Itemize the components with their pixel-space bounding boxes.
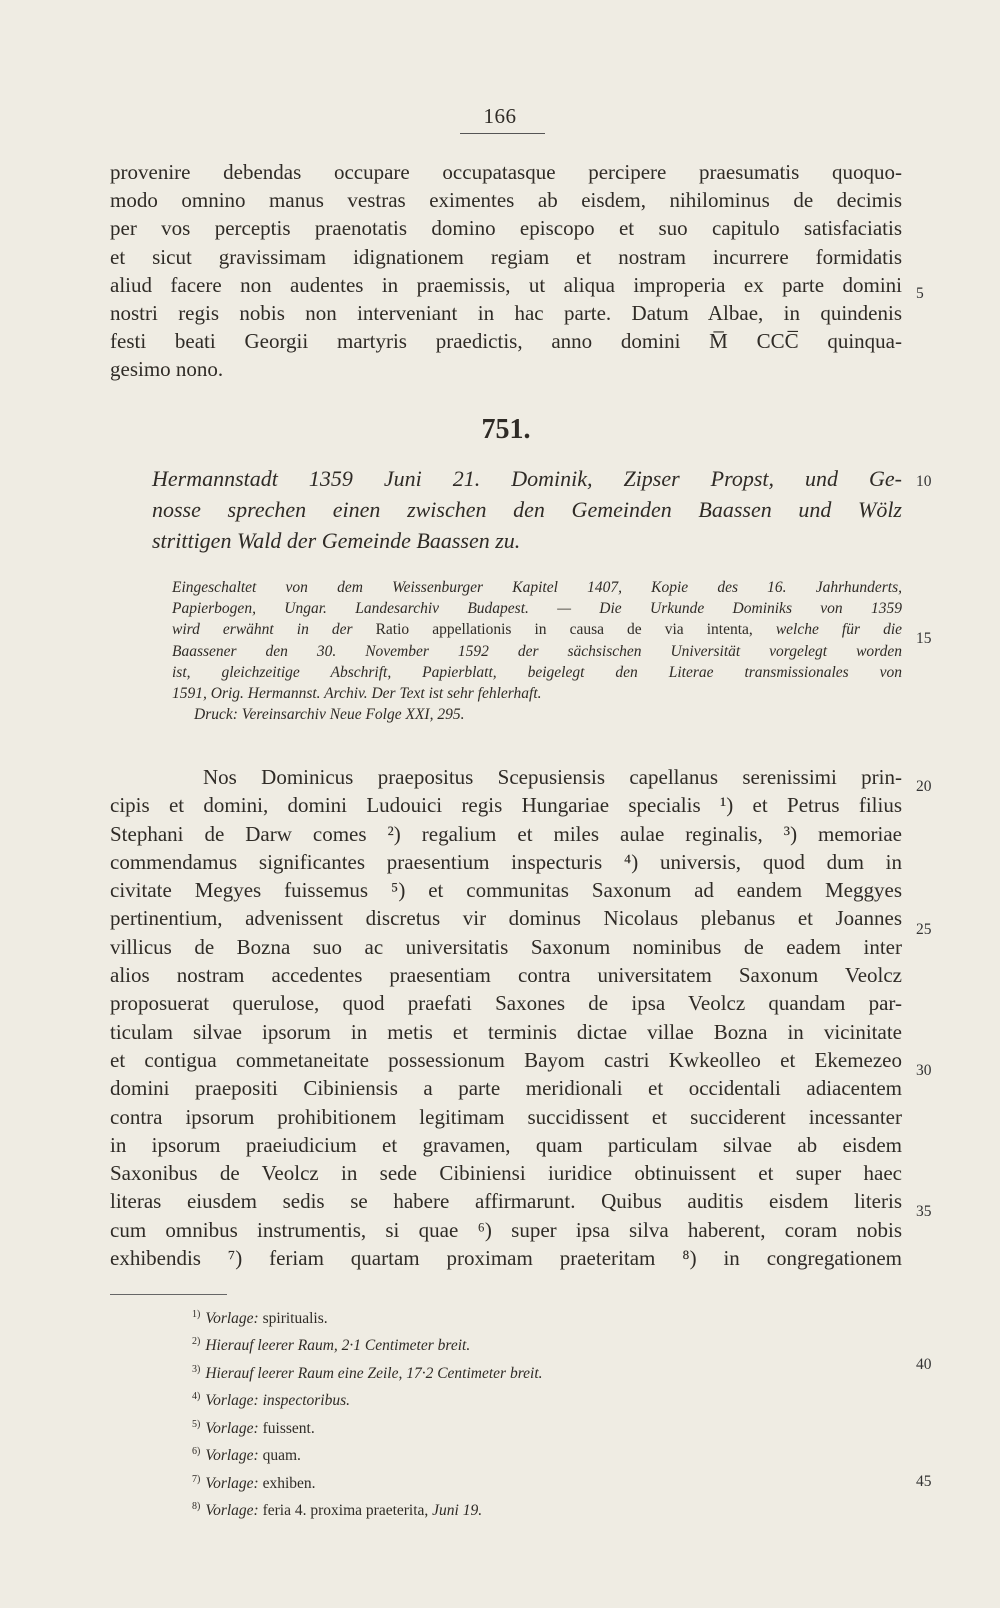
source-line [172, 619, 902, 640]
footnote [192, 1413, 792, 1440]
footnote-label: Vorlage: inspectoribus. [205, 1392, 350, 1410]
page-number-rule [460, 133, 545, 134]
top-text [110, 158, 902, 384]
text-line: provenire debendas occupare occupatasque percipere praesumatis quoquo- [110, 160, 902, 184]
footnotes [192, 1303, 792, 1523]
footnote-text: fuissent. [262, 1419, 315, 1437]
text-line: civitate Megyes fuissemus ⁵) et communitas Saxonum ad eandem Meggyes [110, 878, 902, 903]
text-line: festi beati Georgii martyris praedictis, anno domini M̅ CCC̅ quinqua- [110, 329, 902, 354]
regest-line: Hermannstadt 1359 Juni 21. Dominik, Zipser Propst, und Ge- [152, 466, 902, 491]
margin-line-number: 5 [916, 285, 924, 302]
text-line: et sicut gravissimam idignationem regiam et nostram incurrere formidatis [110, 244, 902, 269]
footnote-text: quam. [262, 1447, 301, 1465]
source-fragment: Ratio appellationis in causa de via intenta, [375, 621, 753, 639]
text-line: commendamus significantes praesentium inspecturis ⁴) universis, quod dum in [110, 849, 902, 874]
footnote-text: spiritualis. [262, 1310, 328, 1328]
text-line: ticulam silvae ipsorum in metis et terminis dictae villae Bozna in vicinitate [110, 1019, 902, 1044]
document-number: 751. [481, 414, 531, 445]
text-line: modo omnino manus vestras eximentes ab eisdem, nihilominus de decimis [110, 188, 902, 213]
text-line: per vos perceptis praenotatis domino episcopo et suo capitulo satisfaciatis [110, 216, 902, 241]
margin-line-number: 10 [916, 473, 932, 490]
margin-line-number: 40 [916, 1356, 932, 1373]
text-line: exhibendis ⁷) feriam quartam proximam praeteritam ⁸) in congregationem [110, 1246, 902, 1271]
page-number: 166 [483, 104, 517, 128]
source-line: ist, gleichzeitige Abschrift, Papierblatt, beigelegt den Literae transmissionales von [172, 663, 902, 681]
footnote-number: 2) [192, 1336, 201, 1348]
margin-line-number: 25 [916, 921, 932, 938]
margin-line-number: 45 [916, 1473, 932, 1490]
text-line: nostri regis nobis non interveniant in hac parte. Datum Albae, in quindenis [110, 301, 902, 326]
footnote-label: Hierauf leerer Raum eine Zeile, 17·2 Centimeter breit. [205, 1365, 543, 1383]
footnote-text: feria 4. proxima praeterita, [262, 1502, 429, 1520]
footnote-label: Vorlage: [205, 1447, 259, 1465]
footnote-number: 4) [192, 1391, 201, 1403]
text-line: literas eiusdem sedis se habere affirmarunt. Quibus auditis eisdem literis [110, 1189, 902, 1214]
footnote [192, 1303, 792, 1330]
text-line: contra ipsorum prohibitionem legitimam succidissent et succiderent incessanter [110, 1104, 902, 1129]
source-line: Baassener den 30. November 1592 der sächsischen Universität vorgelegt worden [172, 642, 902, 660]
print-reference: Druck: Vereinsarchiv Neue Folge XXI, 295. [194, 706, 465, 724]
text-line: aliud facere non audentes in praemissis, ut aliqua improperia ex parte domini [110, 272, 902, 297]
text-line: et contigua commetaneitate possessionum Bayom castri Kwkeolleo et Ekemezeo [110, 1047, 902, 1072]
source-fragment: welche für die [775, 621, 903, 639]
footnote-label: Vorlage: [205, 1419, 259, 1437]
text-line: pertinentium, advenissent discretus vir dominus Nicolaus plebanus et Joannes [110, 906, 902, 931]
footnote-number: 3) [192, 1363, 201, 1375]
text-line: Stephani de Darw comes ²) regalium et miles aulae reginalis, ³) memoriae [110, 821, 902, 846]
text-line: Saxonibus de Veolcz in sede Cibiniensi iuridice obtinuissent et super haec [110, 1161, 902, 1186]
text-line: in ipsorum praeiudicium et gravamen, quam particulam silvae ab eisdem [110, 1132, 902, 1157]
regest-line: nosse sprechen einen zwischen den Gemeinden Baassen und Wölz [152, 497, 902, 522]
margin-line-number: 20 [916, 778, 932, 795]
footnote [192, 1358, 792, 1385]
footnote-label: Vorlage: [205, 1474, 259, 1492]
text-line: cum omnibus instrumentis, si quae ⁶) super ipsa silva haberent, coram nobis [110, 1217, 902, 1242]
main-text [110, 763, 902, 1272]
footnote-label: Vorlage: [205, 1502, 259, 1520]
source-line: 1591, Orig. Hermannst. Archiv. Der Text ist sehr fehlerhaft. [172, 685, 542, 703]
text-line: domini praepositi Cibiniensis a parte meridionali et occidentali adiacentem [110, 1076, 902, 1101]
footnote [192, 1385, 792, 1412]
footnote-label: Vorlage: [205, 1310, 259, 1328]
footnote-rule [110, 1294, 227, 1295]
text-line: villicus de Bozna suo ac universitatis Saxonum nominibus de eadem inter [110, 934, 902, 959]
source-line: Eingeschaltet von dem Weissenburger Kapitel 1407, Kopie des 16. Jahrhunderts, [172, 579, 902, 596]
margin-line-number: 30 [916, 1062, 932, 1079]
footnote-label: Hierauf leerer Raum, 2·1 Centimeter breit. [205, 1337, 471, 1355]
text-line: alios nostram accedentes praesentiam contra universitatem Saxonum Veolcz [110, 963, 902, 988]
regest-line: strittigen Wald der Gemeinde Baassen zu. [152, 528, 521, 553]
footnote [192, 1495, 792, 1522]
footnote-number: 8) [192, 1501, 201, 1513]
text-line: proposuerat querulose, quod praefati Saxones de ipsa Veolcz quandam par- [110, 991, 902, 1016]
footnote-number: 7) [192, 1473, 201, 1485]
source-fragment: wird erwähnt in der [172, 621, 353, 639]
regest [152, 463, 902, 556]
text-line: Nos Dominicus praepositus Scepusiensis capellanus serenissimi prin- [203, 765, 902, 789]
footnote-date: Juni 19. [432, 1502, 483, 1520]
footnote [192, 1440, 792, 1467]
margin-line-number: 35 [916, 1203, 932, 1220]
footnote-text: exhiben. [262, 1474, 316, 1492]
footnote-number: 6) [192, 1446, 201, 1458]
footnote-number: 1) [192, 1309, 201, 1320]
footnote [192, 1330, 792, 1357]
source-line: Papierbogen, Ungar. Landesarchiv Budapest. — Die Urkunde Dominiks von 1359 [172, 600, 902, 618]
footnote-number: 5) [192, 1418, 201, 1430]
source-note [172, 577, 902, 725]
footnote [192, 1468, 792, 1495]
margin-line-number: 15 [916, 630, 932, 647]
text-line: gesimo nono. [110, 357, 224, 382]
text-line: cipis et domini, domini Ludouici regis Hungariae specialis ¹) et Petrus filius [110, 793, 902, 818]
